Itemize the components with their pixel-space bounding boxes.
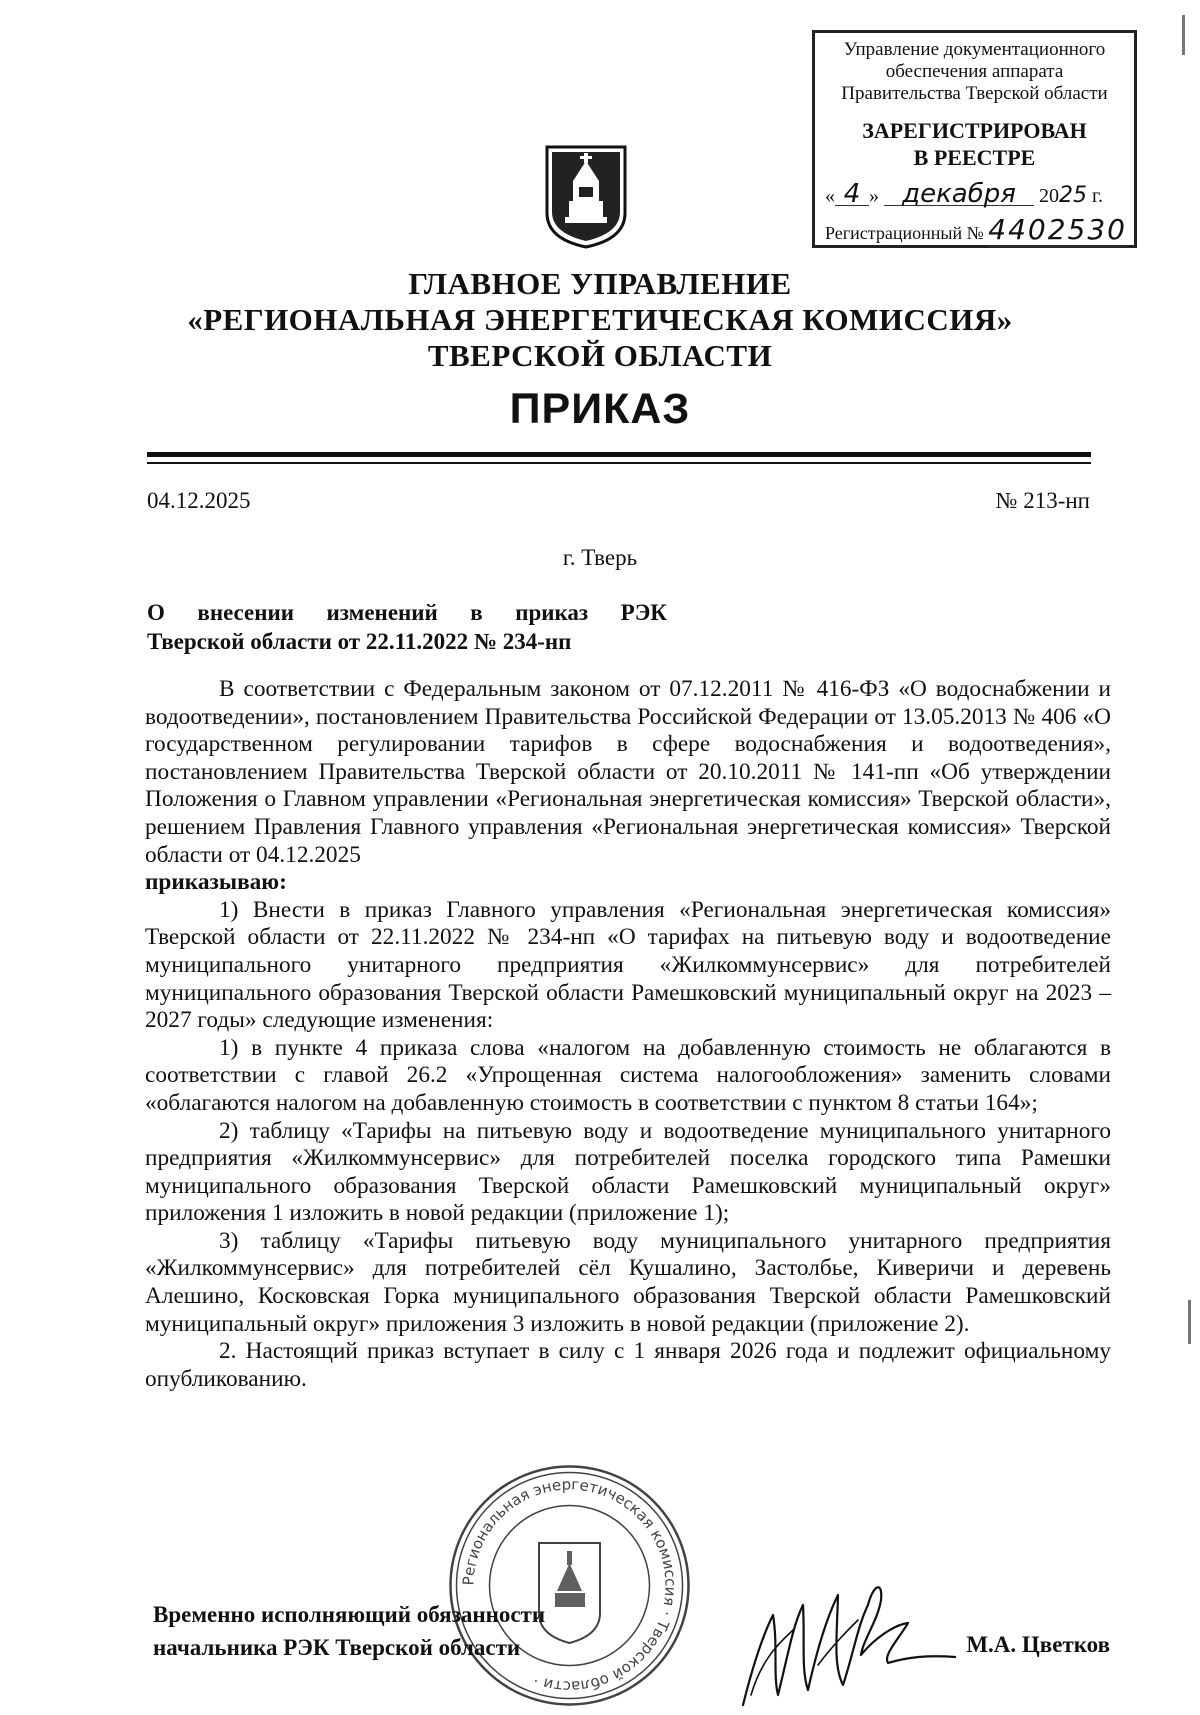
scan-edge-mark — [1182, 15, 1185, 55]
order-city: г. Тверь — [562, 545, 638, 570]
stamp-day: 4 — [835, 183, 869, 206]
header-rule — [147, 452, 1091, 457]
stamp-year-unit: г. — [1092, 185, 1103, 207]
stamp-reg-value: 4402530 — [988, 213, 1127, 246]
subject-line: О внесении изменений в приказ РЭК — [147, 600, 667, 625]
subitem-paragraph: 1) в пункте 4 приказа слова «налогом на добавленную стоимость не облагаются в соответствии с главой 26.2 «Упрощенная система налогообложения» заменить словами «облагаются налогом на добавленную стоимость в соответствии с пунктом 8 статьи 164»; — [145, 1034, 1111, 1116]
item-paragraph: 2. Настоящий приказ вступает в силу с 1 января 2026 года и подлежит официальному опубликованию. — [145, 1338, 1111, 1392]
org-line: ГЛАВНОЕ УПРАВЛЕНИЕ — [408, 266, 792, 301]
scan-edge-mark — [1188, 1300, 1191, 1344]
seal-text: Региональная энергетическая комиссия · Тверской области · — [459, 1475, 680, 1696]
position-line: начальника РЭК Тверской области — [153, 1635, 521, 1660]
stamp-dept-line: обеспечения аппарата — [885, 61, 1064, 82]
stamp-dept-line: Управление документационного — [843, 39, 1106, 60]
item-paragraph: 1) Внести в приказ Главного управления «Региональная энергетическая комиссия» Тверской области от 22.11.2022 № 234-нп «О тарифах на питьевую воду и водоотведение муниципального унитарного предприятия «Жилкоммунсервис» для потребителей муниципального образования Тверской области Рамешковский муниципальный округ на 2023 – 2027 годы» следующие изменения: — [145, 896, 1111, 1034]
stamp-date: « 4 » декабря 2025 г. — [825, 179, 1103, 209]
header-rule — [147, 462, 1091, 464]
document-type-title: ПРИКАЗ — [509, 385, 691, 433]
stamp-year-prefix: 20 — [1039, 185, 1059, 207]
order-date: 04.12.2025 — [147, 488, 251, 513]
org-line: ТВЕРСКОЙ ОБЛАСТИ — [427, 338, 773, 373]
stamp-month: декабря — [884, 183, 1034, 206]
organization-name — [0, 266, 1200, 374]
handwritten-signature-icon — [733, 1545, 958, 1715]
stamp-reg-number — [825, 213, 1135, 246]
coat-of-arms-icon — [543, 143, 629, 249]
registration-stamp — [812, 30, 1137, 248]
signatory-name: М.А. Цветков — [966, 1632, 1110, 1657]
preamble-paragraph: В соответствии с Федеральным законом от 07.12.2011 № 416-ФЗ «О водоснабжении и водоотведении», постановлением Правительства Российской Федерации от 13.05.2013 № 406 «О государственном регулировании тарифов в сфере водоснабжения и водоотведения», постановлением Правительства Тверской области от 20.10.2011 № 141-пп «Об утверждении Положения о Главном управлении «Региональная энергетическая комиссия» Тверской области», решением Правления Главного управления «Региональная энергетическая комиссия» Тверской области от 04.12.2025 — [145, 676, 1111, 868]
stamp-dept-line: Правительства Тверской области — [841, 83, 1108, 104]
subitem-paragraph: 2) таблицу «Тарифы на питьевую воду и водоотведение муниципального унитарного предприятия «Жилкоммунсервис» для потребителей поселка городского типа Рамешки муниципального образования Тверской области Рамешковский муниципальный округ» приложения 1 изложить в новой редакции (приложение 1); — [145, 1117, 1111, 1227]
official-seal-icon — [447, 1463, 692, 1708]
stamp-reg-label: Регистрационный № — [825, 223, 984, 243]
order-body — [145, 676, 1111, 1393]
order-number: № 213-нп — [995, 488, 1090, 513]
position-line: Временно исполняющий обязанности — [153, 1602, 546, 1627]
order-word: приказываю: — [145, 869, 287, 896]
signatory-position — [153, 1598, 545, 1664]
stamp-status: В РЕЕСТРЕ — [913, 145, 1036, 170]
subject-line: Тверской области от 22.11.2022 № 234-нп — [147, 629, 572, 654]
order-subject — [147, 598, 667, 656]
subitem-paragraph: 3) таблицу «Тарифы питьевую воду муниципального унитарного предприятия «Жилкоммунсервис» для потребителей сёл Кушалино, Застолбье, Киверичи и деревень Алешино, Косковская Горка муниципального образования Тверской области Рамешковский муниципальный округ» приложения 3 изложить в новой редакции (приложение 2). — [145, 1227, 1111, 1337]
org-line: «РЕГИОНАЛЬНАЯ ЭНЕРГЕТИЧЕСКАЯ КОМИССИЯ» — [187, 302, 1013, 337]
stamp-status: ЗАРЕГИСТРИРОВАН — [862, 118, 1087, 143]
stamp-year-suffix: 25 — [1059, 183, 1087, 208]
